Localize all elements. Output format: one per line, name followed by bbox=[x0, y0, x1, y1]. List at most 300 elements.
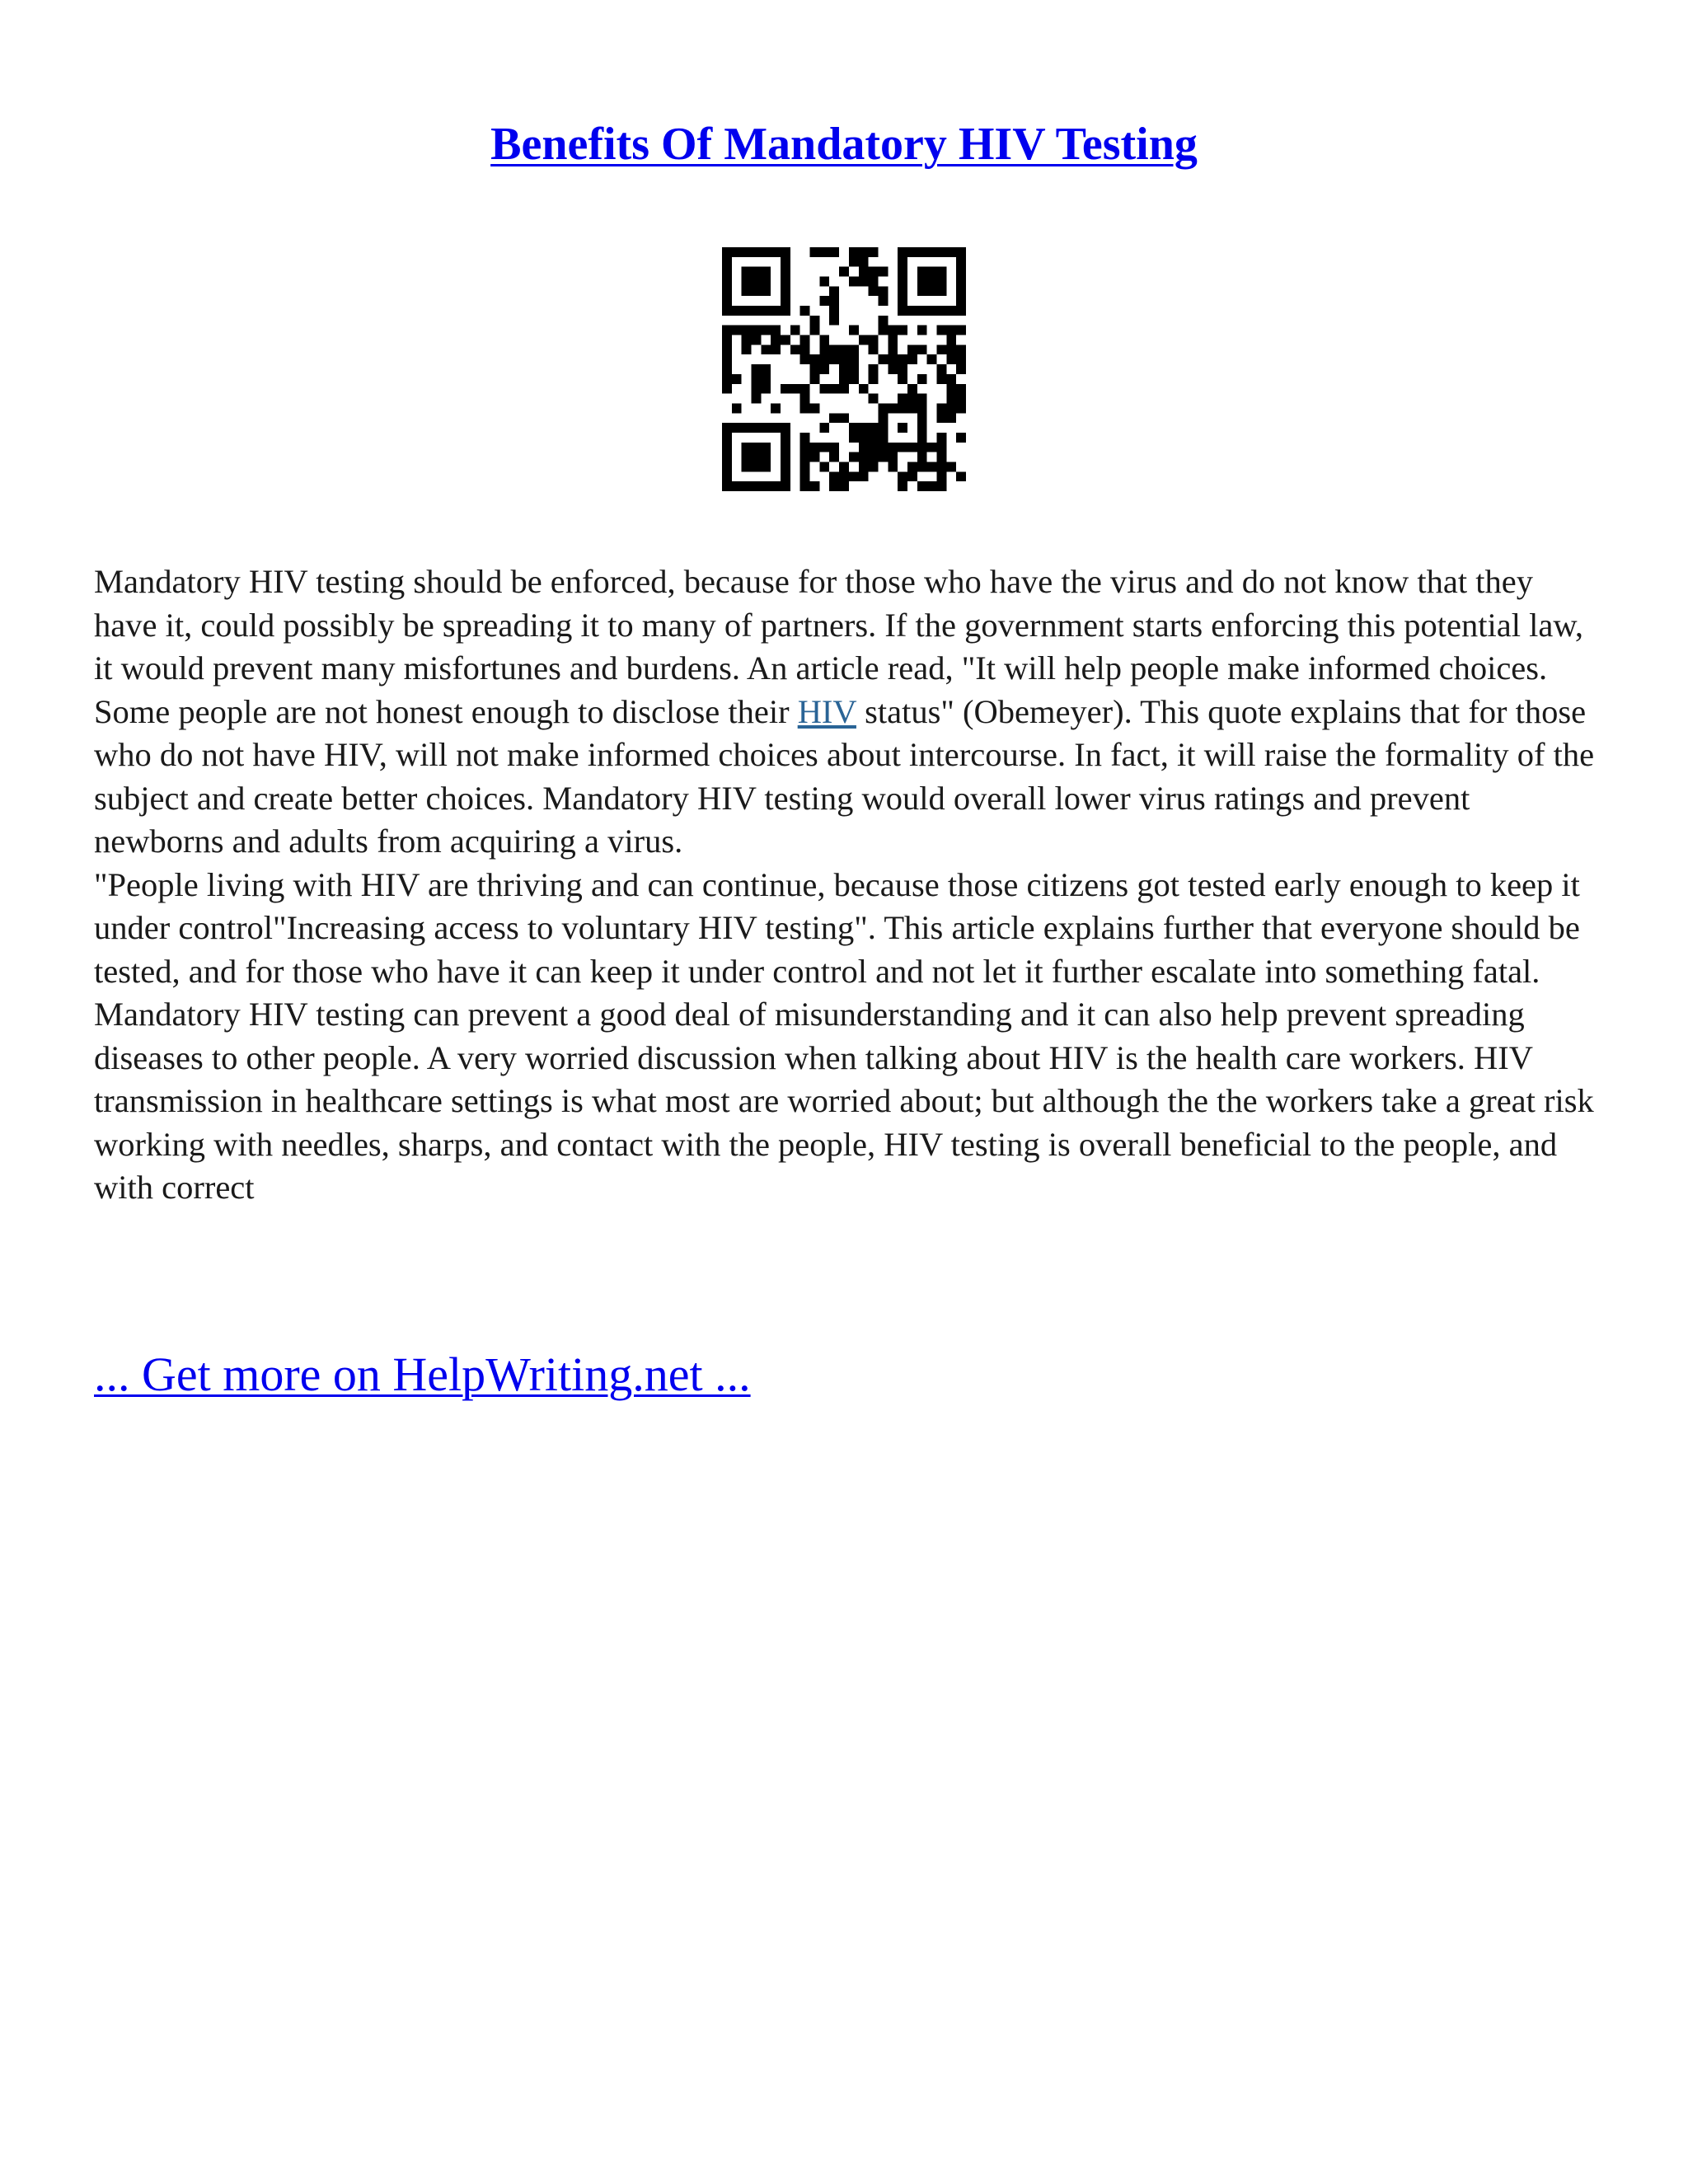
qr-module bbox=[888, 326, 898, 335]
qr-module bbox=[849, 247, 859, 257]
qr-module bbox=[869, 247, 879, 257]
qr-module bbox=[800, 354, 810, 364]
qr-module bbox=[898, 277, 907, 287]
qr-module bbox=[839, 462, 849, 471]
qr-module bbox=[859, 423, 869, 433]
qr-module bbox=[956, 326, 966, 335]
qr-module bbox=[829, 286, 839, 296]
qr-module bbox=[898, 471, 907, 481]
qr-module bbox=[752, 277, 762, 287]
qr-module bbox=[917, 452, 927, 462]
qr-module bbox=[722, 462, 732, 471]
qr-module bbox=[917, 462, 927, 471]
qr-module bbox=[898, 394, 907, 404]
qr-module bbox=[869, 433, 879, 443]
qr-module bbox=[946, 384, 956, 394]
qr-module bbox=[829, 452, 839, 462]
qr-module bbox=[771, 403, 781, 413]
qr-module bbox=[849, 452, 859, 462]
qr-module bbox=[839, 267, 849, 277]
qr-module bbox=[878, 423, 888, 433]
qr-module bbox=[722, 277, 732, 287]
qr-module bbox=[849, 326, 859, 335]
qr-module bbox=[819, 462, 829, 471]
qr-module bbox=[752, 247, 762, 257]
qr-module bbox=[752, 394, 762, 404]
qr-module bbox=[771, 306, 781, 316]
qr-module bbox=[898, 286, 907, 296]
qr-module bbox=[849, 354, 859, 364]
qr-module bbox=[869, 286, 879, 296]
title-link[interactable]: Benefits Of Mandatory HIV Testing bbox=[490, 119, 1198, 170]
qr-module bbox=[722, 267, 732, 277]
qr-module bbox=[839, 344, 849, 354]
qr-module bbox=[839, 364, 849, 374]
qr-module bbox=[917, 374, 927, 384]
qr-module bbox=[907, 247, 917, 257]
qr-module bbox=[829, 316, 839, 326]
qr-module bbox=[819, 364, 829, 374]
qr-module bbox=[869, 462, 879, 471]
qr-module bbox=[819, 344, 829, 354]
qr-module bbox=[742, 277, 752, 287]
qr-module bbox=[829, 471, 839, 481]
qr-module bbox=[869, 335, 879, 345]
qr-module bbox=[761, 443, 771, 452]
qr-module bbox=[878, 433, 888, 443]
qr-module bbox=[849, 257, 859, 267]
qr-module bbox=[946, 306, 956, 316]
qr-module bbox=[849, 374, 859, 384]
qr-module bbox=[800, 462, 810, 471]
qr-module bbox=[819, 296, 829, 306]
qr-module bbox=[927, 277, 937, 287]
qr-module bbox=[869, 423, 879, 433]
qr-module bbox=[722, 443, 732, 452]
qr-module bbox=[878, 316, 888, 326]
qr-module bbox=[936, 364, 946, 374]
qr-module bbox=[839, 413, 849, 423]
qr-code-graphic bbox=[722, 247, 966, 491]
qr-module bbox=[907, 403, 917, 413]
qr-module bbox=[936, 452, 946, 462]
qr-module bbox=[936, 462, 946, 471]
qr-module bbox=[742, 326, 752, 335]
qr-module bbox=[722, 354, 732, 364]
qr-module bbox=[956, 384, 966, 394]
qr-module bbox=[800, 433, 810, 443]
qr-module bbox=[829, 296, 839, 306]
qr-module bbox=[752, 452, 762, 462]
qr-module bbox=[878, 326, 888, 335]
qr-module bbox=[732, 423, 742, 433]
qr-module bbox=[946, 335, 956, 345]
qr-module bbox=[752, 286, 762, 296]
qr-module bbox=[936, 247, 946, 257]
qr-module bbox=[839, 374, 849, 384]
paragraph-1-text-start: Mandatory HIV testing should be enforced, because for those who have the virus and do not know that they have it, could possibly be spreading it to many of partners. If the government starts enforcing this potential law, it would prevent many misfortunes and burdens. An article read, "It will help people make informed choices. Some people are not honest enough to disclose their bbox=[94, 563, 1584, 730]
qr-module bbox=[732, 481, 742, 491]
qr-module bbox=[819, 277, 829, 287]
qr-module bbox=[917, 326, 927, 335]
qr-module bbox=[800, 335, 810, 345]
qr-module bbox=[849, 364, 859, 374]
qr-module bbox=[839, 384, 849, 394]
qr-module bbox=[761, 452, 771, 462]
qr-module bbox=[742, 481, 752, 491]
qr-module bbox=[927, 354, 937, 364]
qr-module bbox=[956, 296, 966, 306]
qr-module bbox=[859, 471, 869, 481]
qr-module bbox=[742, 247, 752, 257]
qr-module bbox=[927, 286, 937, 296]
qr-module bbox=[810, 452, 820, 462]
qr-module bbox=[878, 286, 888, 296]
qr-module bbox=[810, 403, 820, 413]
qr-code-icon bbox=[722, 247, 966, 491]
qr-module bbox=[946, 354, 956, 364]
qr-module bbox=[956, 364, 966, 374]
qr-module bbox=[888, 403, 898, 413]
qr-module bbox=[907, 471, 917, 481]
qr-module bbox=[829, 247, 839, 257]
qr-module bbox=[917, 344, 927, 354]
qr-module bbox=[956, 257, 966, 267]
qr-module bbox=[936, 374, 946, 384]
qr-module bbox=[761, 374, 771, 384]
qr-module bbox=[742, 286, 752, 296]
qr-module bbox=[898, 247, 907, 257]
qr-module bbox=[907, 354, 917, 364]
qr-module bbox=[742, 344, 752, 354]
qr-module bbox=[956, 471, 966, 481]
qr-module bbox=[888, 335, 898, 345]
qr-module bbox=[742, 443, 752, 452]
qr-module bbox=[869, 452, 879, 462]
qr-module bbox=[849, 277, 859, 287]
qr-module bbox=[917, 433, 927, 443]
qr-module bbox=[722, 306, 732, 316]
qr-module bbox=[810, 326, 820, 335]
qr-module bbox=[771, 481, 781, 491]
qr-module bbox=[800, 394, 810, 404]
qr-module bbox=[771, 247, 781, 257]
qr-module bbox=[898, 481, 907, 491]
qr-module bbox=[752, 267, 762, 277]
qr-module bbox=[761, 306, 771, 316]
qr-module bbox=[869, 277, 879, 287]
qr-module bbox=[936, 277, 946, 287]
qr-module bbox=[781, 257, 790, 267]
qr-module bbox=[829, 354, 839, 364]
paragraph-1 bbox=[94, 560, 1602, 864]
qr-module bbox=[761, 247, 771, 257]
qr-module bbox=[927, 443, 937, 452]
qr-module bbox=[761, 462, 771, 471]
qr-module bbox=[869, 344, 879, 354]
qr-module bbox=[859, 247, 869, 257]
qr-module bbox=[888, 452, 898, 462]
qr-module bbox=[878, 354, 888, 364]
qr-module bbox=[936, 286, 946, 296]
qr-module bbox=[956, 394, 966, 404]
qr-module bbox=[722, 257, 732, 267]
qr-module bbox=[829, 306, 839, 316]
qr-module bbox=[869, 374, 879, 384]
qr-module bbox=[878, 443, 888, 452]
qr-module bbox=[898, 374, 907, 384]
qr-module bbox=[722, 374, 732, 384]
qr-module bbox=[888, 443, 898, 452]
qr-module bbox=[907, 462, 917, 471]
qr-module bbox=[936, 344, 946, 354]
qr-module bbox=[849, 471, 859, 481]
qr-module bbox=[917, 423, 927, 433]
qr-module bbox=[917, 306, 927, 316]
qr-module bbox=[771, 344, 781, 354]
qr-module bbox=[927, 247, 937, 257]
qr-module bbox=[917, 267, 927, 277]
qr-module bbox=[946, 247, 956, 257]
qr-module bbox=[956, 306, 966, 316]
qr-module bbox=[752, 306, 762, 316]
qr-module bbox=[732, 403, 742, 413]
qr-module bbox=[810, 364, 820, 374]
qr-module bbox=[819, 443, 829, 452]
qr-module bbox=[829, 344, 839, 354]
qr-module bbox=[869, 364, 879, 374]
qr-module bbox=[936, 326, 946, 335]
qr-module bbox=[927, 481, 937, 491]
qr-module bbox=[781, 481, 790, 491]
qr-module bbox=[781, 247, 790, 257]
qr-module bbox=[859, 443, 869, 452]
qr-module bbox=[752, 443, 762, 452]
qr-module bbox=[936, 403, 946, 413]
qr-module bbox=[907, 344, 917, 354]
qr-module bbox=[888, 354, 898, 364]
qr-module bbox=[859, 267, 869, 277]
qr-module bbox=[946, 344, 956, 354]
qr-module bbox=[849, 344, 859, 354]
qr-module bbox=[722, 384, 732, 394]
qr-module bbox=[878, 452, 888, 462]
qr-module bbox=[732, 374, 742, 384]
get-more-link[interactable]: ... Get more on HelpWriting.net ... bbox=[94, 1347, 751, 1401]
qr-module bbox=[859, 462, 869, 471]
qr-module bbox=[936, 471, 946, 481]
qr-module bbox=[829, 481, 839, 491]
qr-module bbox=[819, 247, 829, 257]
qr-module bbox=[742, 306, 752, 316]
article-body bbox=[94, 560, 1602, 1210]
qr-module bbox=[771, 423, 781, 433]
qr-module bbox=[752, 384, 762, 394]
qr-module bbox=[781, 423, 790, 433]
hiv-link[interactable]: HIV bbox=[797, 692, 856, 730]
qr-module bbox=[761, 344, 771, 354]
qr-module bbox=[722, 247, 732, 257]
qr-module bbox=[790, 384, 800, 394]
qr-module bbox=[839, 471, 849, 481]
qr-module bbox=[907, 394, 917, 404]
qr-module bbox=[752, 364, 762, 374]
qr-module bbox=[956, 277, 966, 287]
qr-module bbox=[752, 374, 762, 384]
qr-module bbox=[878, 296, 888, 306]
qr-module bbox=[878, 267, 888, 277]
qr-module bbox=[722, 286, 732, 296]
qr-module bbox=[956, 286, 966, 296]
qr-module bbox=[800, 306, 810, 316]
qr-module bbox=[800, 443, 810, 452]
qr-module bbox=[946, 462, 956, 471]
qr-module bbox=[956, 354, 966, 364]
qr-module bbox=[781, 471, 790, 481]
qr-module bbox=[752, 335, 762, 345]
qr-module bbox=[946, 413, 956, 423]
page-title bbox=[0, 115, 1688, 173]
qr-module bbox=[946, 374, 956, 384]
qr-module bbox=[781, 267, 790, 277]
qr-module bbox=[761, 423, 771, 433]
qr-module bbox=[917, 247, 927, 257]
qr-module bbox=[859, 257, 869, 267]
qr-module bbox=[859, 384, 869, 394]
qr-module bbox=[810, 354, 820, 364]
qr-module bbox=[869, 443, 879, 452]
qr-module bbox=[722, 335, 732, 345]
qr-module bbox=[761, 384, 771, 394]
qr-module bbox=[936, 443, 946, 452]
qr-module bbox=[829, 413, 839, 423]
qr-module bbox=[839, 354, 849, 364]
qr-module bbox=[839, 481, 849, 491]
qr-module bbox=[761, 286, 771, 296]
qr-module bbox=[781, 296, 790, 306]
qr-module bbox=[781, 277, 790, 287]
qr-module bbox=[722, 326, 732, 335]
qr-module bbox=[936, 433, 946, 443]
qr-module bbox=[956, 267, 966, 277]
qr-module bbox=[859, 433, 869, 443]
qr-module bbox=[752, 423, 762, 433]
qr-module bbox=[742, 462, 752, 471]
qr-module bbox=[917, 286, 927, 296]
qr-module bbox=[732, 326, 742, 335]
qr-module bbox=[878, 413, 888, 423]
qr-module bbox=[888, 344, 898, 354]
qr-module bbox=[781, 286, 790, 296]
qr-module bbox=[790, 344, 800, 354]
qr-module bbox=[781, 433, 790, 443]
qr-module bbox=[936, 267, 946, 277]
qr-module bbox=[800, 481, 810, 491]
qr-module bbox=[722, 364, 732, 374]
qr-module bbox=[800, 384, 810, 394]
more-link-container bbox=[94, 1347, 751, 1403]
qr-module bbox=[732, 306, 742, 316]
qr-module bbox=[781, 462, 790, 471]
paragraph-1-text-end: status" (Obemeyer). This quote explains that for those who do not have HIV, will not make informed choices about intercourse. In fact, it will raise the formality of the subject and create better choices. Mandatory HIV testing would overall lower virus ratings and prevent newborns and adults from acquiring a virus. bbox=[94, 692, 1595, 860]
qr-module bbox=[898, 423, 907, 433]
qr-module bbox=[898, 267, 907, 277]
qr-module bbox=[781, 452, 790, 462]
qr-module bbox=[781, 335, 790, 345]
qr-module bbox=[936, 306, 946, 316]
qr-module bbox=[810, 481, 820, 491]
qr-module bbox=[819, 384, 829, 394]
qr-module bbox=[888, 364, 898, 374]
qr-module bbox=[771, 326, 781, 335]
qr-module bbox=[869, 394, 879, 404]
qr-module bbox=[810, 374, 820, 384]
qr-module bbox=[956, 403, 966, 413]
qr-module bbox=[917, 481, 927, 491]
qr-module bbox=[761, 277, 771, 287]
qr-module bbox=[761, 267, 771, 277]
qr-module bbox=[829, 384, 839, 394]
qr-module bbox=[859, 452, 869, 462]
qr-module bbox=[752, 462, 762, 471]
qr-module bbox=[742, 452, 752, 462]
qr-module bbox=[810, 443, 820, 452]
qr-module bbox=[898, 296, 907, 306]
qr-module bbox=[898, 326, 907, 335]
qr-module bbox=[859, 335, 869, 345]
qr-module bbox=[722, 296, 732, 306]
qr-module bbox=[927, 462, 937, 471]
qr-module bbox=[800, 403, 810, 413]
qr-module bbox=[936, 413, 946, 423]
qr-module bbox=[917, 394, 927, 404]
qr-module bbox=[888, 462, 898, 471]
qr-module bbox=[956, 344, 966, 354]
qr-module bbox=[819, 335, 829, 345]
qr-module bbox=[722, 471, 732, 481]
paragraph-2: "People living with HIV are thriving and can continue, because those citizens got tested early enough to keep it under control"Increasing access to voluntary HIV testing". This article explains further that everyone should be tested, and for those who have it can keep it under control and not let it further escalate into something fatal. Mandatory HIV testing can prevent a good deal of misunderstanding and it can also help prevent spreading diseases to other people. A very worried discussion when talking about HIV is the health care workers. HIV transmission in healthcare settings is what most are worried about; but although the the workers take a great risk working with needles, sharps, and contact with the people, HIV testing is overall beneficial to the people, and with correct bbox=[94, 865, 1594, 1206]
qr-module bbox=[800, 452, 810, 462]
qr-module bbox=[829, 443, 839, 452]
qr-module bbox=[781, 384, 790, 394]
qr-module bbox=[800, 344, 810, 354]
qr-module bbox=[936, 481, 946, 491]
qr-module bbox=[781, 443, 790, 452]
qr-module bbox=[898, 364, 907, 374]
qr-module bbox=[761, 481, 771, 491]
qr-module bbox=[771, 335, 781, 345]
qr-module bbox=[917, 403, 927, 413]
qr-module bbox=[956, 433, 966, 443]
qr-module bbox=[946, 326, 956, 335]
qr-module bbox=[742, 267, 752, 277]
qr-module bbox=[742, 423, 752, 433]
qr-module bbox=[917, 443, 927, 452]
qr-module bbox=[869, 267, 879, 277]
qr-module bbox=[781, 306, 790, 316]
qr-module bbox=[722, 481, 732, 491]
qr-module bbox=[898, 403, 907, 413]
qr-module bbox=[946, 394, 956, 404]
qr-module bbox=[859, 277, 869, 287]
qr-module bbox=[732, 247, 742, 257]
qr-module bbox=[810, 247, 820, 257]
qr-module bbox=[800, 471, 810, 481]
qr-module bbox=[722, 433, 732, 443]
qr-module bbox=[819, 423, 829, 433]
qr-module bbox=[722, 423, 732, 433]
qr-module bbox=[722, 344, 732, 354]
